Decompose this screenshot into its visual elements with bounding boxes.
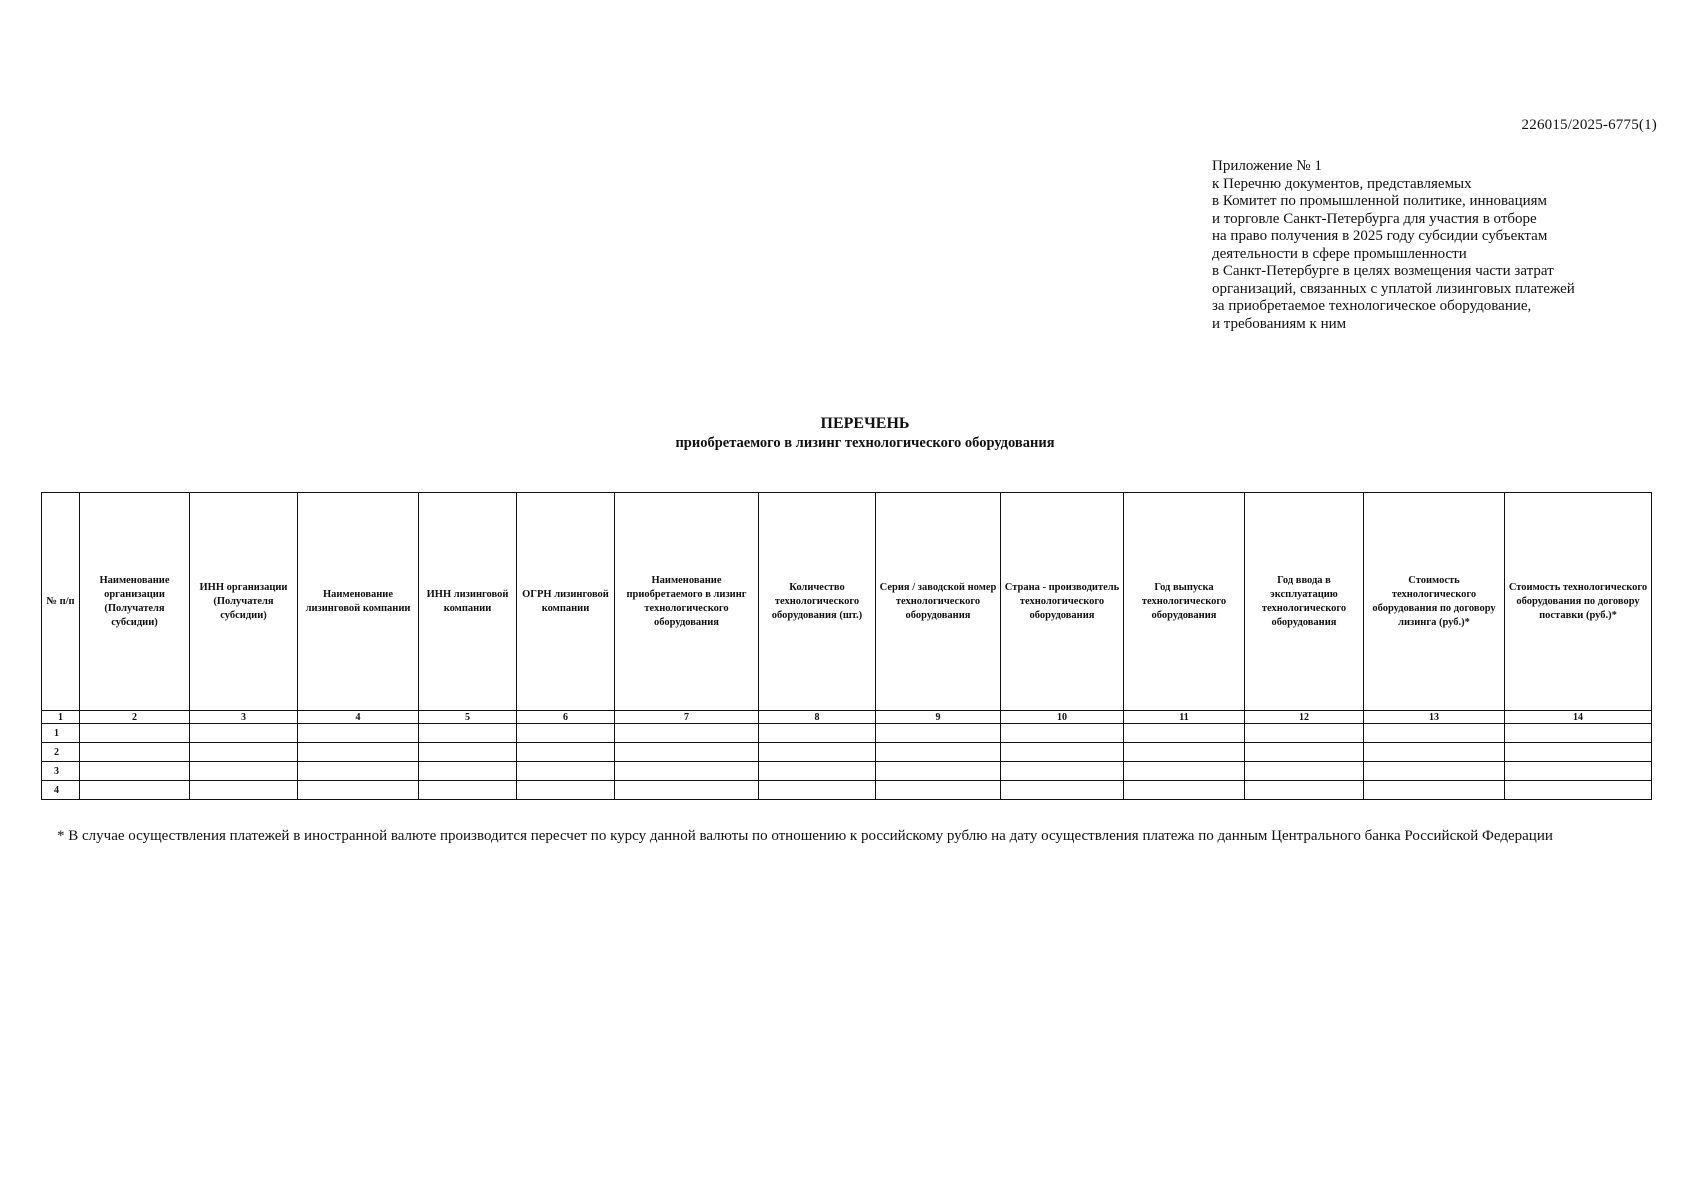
header-cell-supply-contract-cost: Стоимость технологического оборудования по договору поставки (руб.)*: [1505, 493, 1652, 711]
empty-cell: [298, 724, 419, 743]
appendix-line: и требованиям к ним: [1212, 315, 1347, 332]
column-number-row: [42, 711, 1652, 724]
empty-cell: [190, 743, 298, 762]
empty-cell: [190, 724, 298, 743]
column-number-cell: 13: [1364, 711, 1505, 724]
header-cell-leasing-contract-cost: Стоимость технологического оборудования по договору лизинга (руб.)*: [1364, 493, 1505, 711]
empty-cell: [615, 762, 759, 781]
appendix-line: деятельности в сфере промышленности: [1212, 245, 1467, 262]
empty-cell: [517, 762, 615, 781]
empty-cell: [298, 743, 419, 762]
empty-cell: [615, 724, 759, 743]
column-number-cell: 11: [1124, 711, 1245, 724]
empty-cell: [190, 762, 298, 781]
empty-cell: [876, 724, 1001, 743]
header-cell-leasing-company-inn: ИНН лизинговой компании: [419, 493, 517, 711]
document-subtitle: приобретаемого в лизинг технологического оборудования: [675, 435, 1055, 451]
empty-cell: [1124, 762, 1245, 781]
row-index-cell: 4: [42, 781, 80, 800]
empty-cell: [190, 781, 298, 800]
empty-cell: [1364, 743, 1505, 762]
empty-cell: [419, 724, 517, 743]
header-cell-year-of-manufacture: Год выпуска технологического оборудования: [1124, 493, 1245, 711]
empty-cell: [1505, 743, 1652, 762]
appendix-line: и торговле Санкт-Петербурга для участия в отборе: [1212, 210, 1537, 227]
empty-cell: [419, 743, 517, 762]
empty-cell: [876, 762, 1001, 781]
empty-cell: [1245, 762, 1364, 781]
empty-cell: [517, 781, 615, 800]
empty-cell: [1505, 781, 1652, 800]
appendix-line: в Комитет по промышленной политике, инновациям: [1212, 193, 1548, 209]
column-number-cell: 2: [80, 711, 190, 724]
empty-cell: [1124, 724, 1245, 743]
column-number-cell: 7: [615, 711, 759, 724]
empty-cell: [1124, 743, 1245, 762]
column-number-cell: 6: [517, 711, 615, 724]
row-index-cell: 3: [42, 762, 80, 781]
empty-cell: [759, 762, 876, 781]
appendix-line: на право получения в 2025 году субсидии субъектам: [1212, 228, 1548, 244]
header-cell-equipment-name: Наименование приобретаемого в лизинг технологического оборудования: [615, 493, 759, 711]
title-block: [0, 414, 1700, 452]
column-number-cell: 3: [190, 711, 298, 724]
empty-cell: [419, 781, 517, 800]
empty-cell: [1001, 781, 1124, 800]
table-row: [42, 724, 1652, 743]
header-cell-serial-number: Серия / заводской номер технологического оборудования: [876, 493, 1001, 711]
table-row: [42, 762, 1652, 781]
empty-cell: [876, 781, 1001, 800]
empty-cell: [80, 762, 190, 781]
empty-cell: [1245, 743, 1364, 762]
header-cell-year-of-commissioning: Год ввода в эксплуатацию технологического оборудования: [1245, 493, 1364, 711]
empty-cell: [1245, 724, 1364, 743]
empty-cell: [80, 724, 190, 743]
empty-cell: [1001, 743, 1124, 762]
column-number-cell: 4: [298, 711, 419, 724]
appendix-line: в Санкт-Петербурге в целях возмещения части затрат: [1212, 263, 1554, 279]
header-cell-leasing-company-ogrn: ОГРН лизинговой компании: [517, 493, 615, 711]
empty-cell: [1245, 781, 1364, 800]
equipment-table: [41, 492, 1652, 800]
empty-cell: [517, 724, 615, 743]
column-number-cell: 14: [1505, 711, 1652, 724]
empty-cell: [1124, 781, 1245, 800]
table-row: [42, 743, 1652, 762]
appendix-line: за приобретаемое технологическое оборудование,: [1212, 298, 1532, 314]
header-cell-country-of-origin: Страна - производитель технологического оборудования: [1001, 493, 1124, 711]
header-cell-recipient-name: Наименование организации (Получателя субсидии): [80, 493, 190, 711]
table-row: [42, 781, 1652, 800]
empty-cell: [80, 743, 190, 762]
equipment-table-container: [41, 492, 1651, 800]
appendix-note: [1212, 158, 1672, 333]
document-title: ПЕРЕЧЕНЬ: [820, 415, 910, 432]
column-number-cell: 1: [42, 711, 80, 724]
empty-cell: [1001, 762, 1124, 781]
appendix-line: Приложение № 1: [1212, 158, 1322, 174]
document-number: 226015/2025-6775(1): [1521, 117, 1657, 133]
empty-cell: [1364, 724, 1505, 743]
header-cell-row-number: № п/п: [42, 493, 80, 711]
row-index-cell: 2: [42, 743, 80, 762]
empty-cell: [876, 743, 1001, 762]
column-number-cell: 12: [1245, 711, 1364, 724]
header-cell-leasing-company-name: Наименование лизинговой компании: [298, 493, 419, 711]
empty-cell: [1505, 724, 1652, 743]
empty-cell: [759, 743, 876, 762]
appendix-line: организаций, связанных с уплатой лизинговых платежей: [1212, 280, 1575, 297]
empty-cell: [298, 762, 419, 781]
row-index-cell: 1: [42, 724, 80, 743]
empty-cell: [1505, 762, 1652, 781]
empty-cell: [759, 724, 876, 743]
empty-cell: [298, 781, 419, 800]
column-number-cell: 9: [876, 711, 1001, 724]
empty-cell: [615, 743, 759, 762]
empty-cell: [1001, 724, 1124, 743]
column-number-cell: 5: [419, 711, 517, 724]
empty-cell: [517, 743, 615, 762]
empty-cell: [1364, 781, 1505, 800]
table-header-row: [42, 493, 1652, 711]
empty-cell: [615, 781, 759, 800]
column-number-cell: 10: [1001, 711, 1124, 724]
footnote: * В случае осуществления платежей в иностранной валюте производится пересчет по курсу данной валюты по отношению к российскому рублю на дату осуществления платежа по данным Центрального банка Российской Федерации: [57, 828, 1553, 844]
header-cell-recipient-inn: ИНН организации (Получателя субсидии): [190, 493, 298, 711]
header-cell-equipment-quantity: Количество технологического оборудования (шт.): [759, 493, 876, 711]
column-number-cell: 8: [759, 711, 876, 724]
empty-cell: [419, 762, 517, 781]
empty-cell: [80, 781, 190, 800]
appendix-line: к Перечню документов, представляемых: [1212, 175, 1472, 192]
empty-cell: [1364, 762, 1505, 781]
empty-cell: [759, 781, 876, 800]
